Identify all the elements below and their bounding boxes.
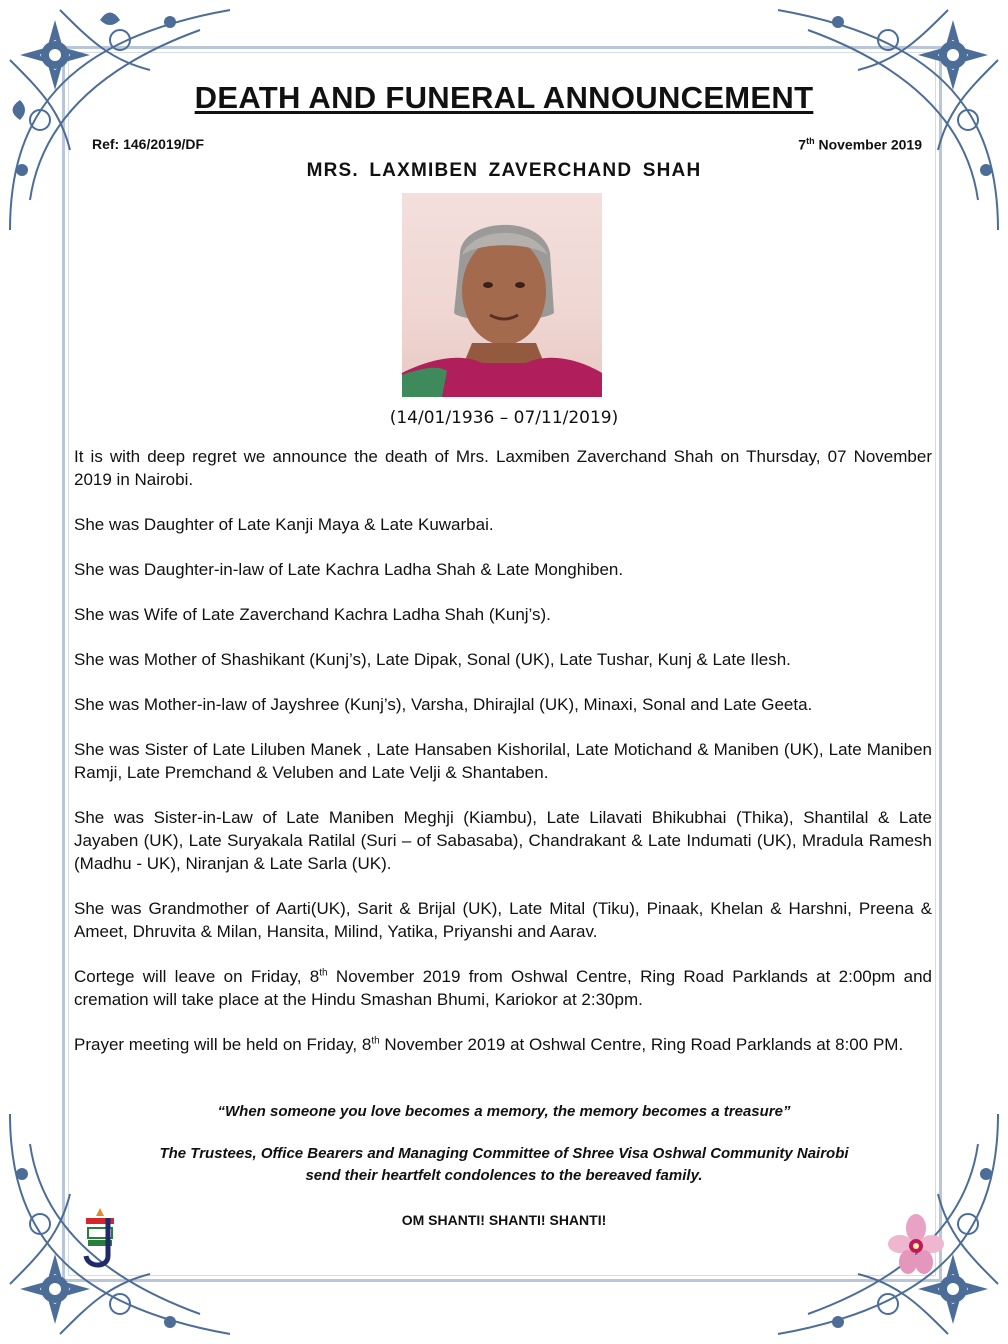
closing-prayer: OM SHANTI! SHANTI! SHANTI! [401, 1212, 607, 1228]
paragraph-death-notice: It is with deep regret we announce the death of Mrs. Laxmiben Zaverchand Shah on Thursday, 07 November 2019 in Nairobi. [74, 447, 932, 489]
paragraph-daughter-in-law-of: She was Daughter-in-law of Late Kachra Ladha Shah & Late Monghiben. [74, 560, 624, 579]
community-logo-icon [80, 1206, 120, 1272]
paragraph-daughter-of: She was Daughter of Late Kanji Maya & Late Kuwarbai. [74, 515, 494, 534]
memorial-quote: “When someone you love becomes a memory, the memory becomes a treasure” [217, 1103, 791, 1120]
announcement-title: DEATH AND FUNERAL ANNOUNCEMENT [194, 80, 814, 115]
paragraph-mother-of: She was Mother of Shashikant (Kunj’s), Late Dipak, Sonal (UK), Late Tushar, Kunj & Late Ilesh. [74, 650, 791, 669]
paragraph-cortege: Cortege will leave on Friday, 8th November 2019 from Oshwal Centre, Ring Road Parklands at 2:00pm and cremation will take place at the Hindu Smashan Bhumi, Kariokor at 2:30pm. [74, 967, 932, 1009]
paragraph-wife-of: She was Wife of Late Zaverchand Kachra Ladha Shah (Kunj’s). [74, 605, 551, 624]
announcement-date: 7th November 2019 [798, 136, 922, 153]
reference-number: Ref: 146/2019/DF [92, 136, 205, 152]
deceased-name: MRS. LAXMIBEN ZAVERCHAND SHAH [306, 160, 702, 181]
paragraph-sister-of: She was Sister of Late Liluben Manek , Late Hansaben Kishorilal, Late Motichand & Maniben (UK), Late Maniben Ramji, Late Premchand & Veluben and Late Velji & Shantaben. [74, 740, 932, 782]
condolence-line: The Trustees, Office Bearers and Managing Committee of Shree Visa Oshwal Community Nairobi [159, 1145, 849, 1162]
life-dates: (14/01/1936 – 07/11/2019) [389, 408, 619, 428]
floral-ornament-icon [768, 0, 1008, 240]
paragraph-mother-in-law-of: She was Mother-in-law of Jayshree (Kunj’s), Varsha, Dhirajlal (UK), Minaxi, Sonal and Late Geeta. [74, 695, 813, 714]
floral-ornament-icon [0, 0, 240, 240]
paragraph-prayer-meeting: Prayer meeting will be held on Friday, 8th November 2019 at Oshwal Centre, Ring Road Parklands at 8:00 PM. [74, 1035, 904, 1054]
announcement-body [74, 445, 932, 1078]
condolence-message [0, 1143, 1008, 1187]
orchid-flower-icon [888, 1214, 944, 1276]
paragraph-sister-in-law-of: She was Sister-in-Law of Late Maniben Meghji (Kiambu), Late Lilavati Bhikubhai (Thika), Shantilal & Late Jayaben (UK), Late Suryakala Ratilal (Suri – of Sabasaba), Chandrakant & Late Indumati (UK), Mradula Ramesh (Madhu - UK), Niranjan & Late Sarla (UK). [74, 808, 932, 873]
deceased-portrait [402, 193, 602, 397]
paragraph-grandmother-of: She was Grandmother of Aarti(UK), Sarit & Brijal (UK), Late Mital (Tiku), Pinaak, Khelan & Harshni, Preena & Ameet, Dhruvita & Milan, Hansita, Milind, Yatika, Priyanshi and Aarav. [74, 899, 932, 941]
condolence-line: send their heartfelt condolences to the bereaved family. [305, 1167, 703, 1184]
